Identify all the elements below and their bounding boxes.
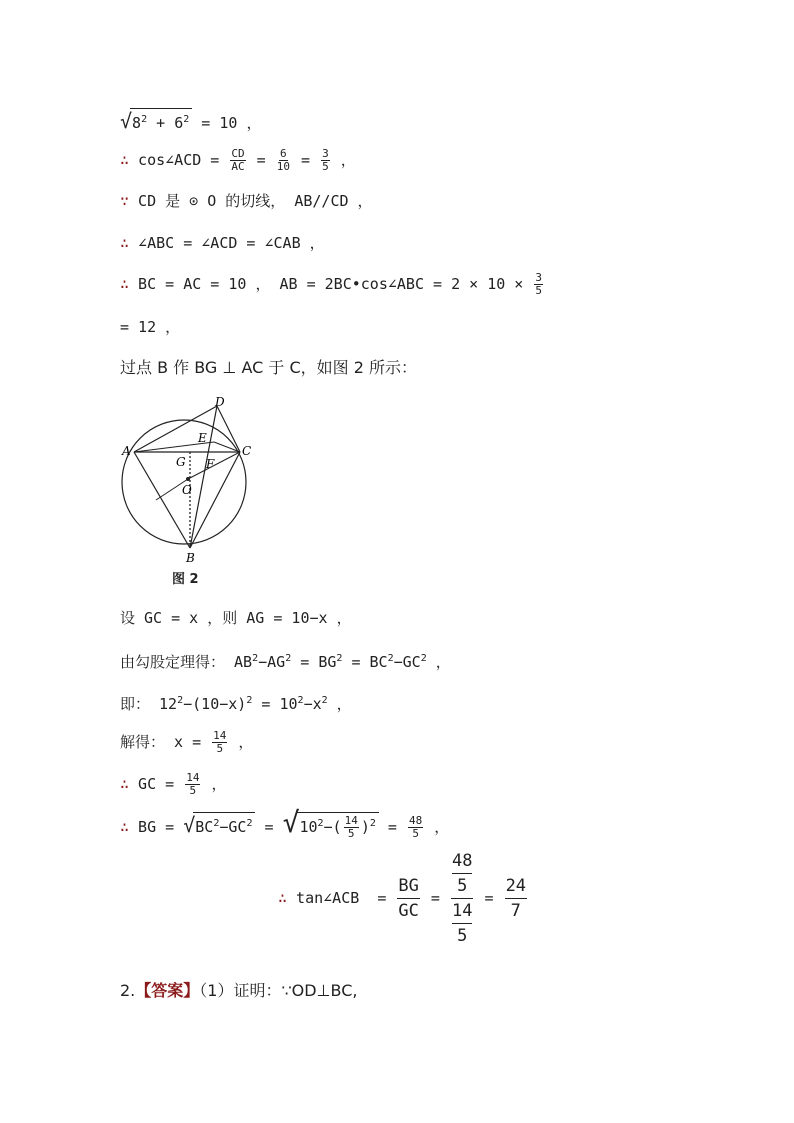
line-15 <box>120 980 357 1002</box>
denominator: 5 <box>457 875 468 896</box>
text: −AG <box>258 653 286 671</box>
radical-sign: √ <box>183 813 196 837</box>
segment-dc <box>217 406 240 452</box>
fraction <box>185 772 200 797</box>
numerator: BG <box>397 874 419 899</box>
therefore-symbol: ∴ <box>120 775 130 793</box>
label-d: D <box>215 395 225 409</box>
radicand-a: 8 <box>132 114 142 132</box>
label-b: B <box>186 551 195 564</box>
therefore-symbol: ∴ <box>120 234 130 252</box>
numerator: 48 <box>409 814 423 827</box>
numerator: CD <box>231 147 245 160</box>
equals: = <box>378 818 406 836</box>
figure-caption: 图 2 <box>172 572 199 587</box>
numerator <box>451 849 473 899</box>
denominator: 5 <box>189 784 197 797</box>
exponent: 2 <box>369 818 376 829</box>
line-11 <box>120 730 253 755</box>
exponent: 2 <box>387 653 394 664</box>
exponent: 2 <box>285 653 292 664</box>
segment-cb <box>190 452 240 548</box>
geometry-figure <box>120 392 260 564</box>
line-13 <box>120 806 450 840</box>
therefore-symbol: ∴ <box>120 818 130 836</box>
text: （1）证明：∵OD⊥BC, <box>199 981 358 1000</box>
numerator: 3 <box>322 147 329 160</box>
punctuation: ， <box>202 775 227 793</box>
question-number: 2. <box>120 981 136 1000</box>
denominator <box>452 899 472 948</box>
radicand-b: + 6 <box>147 114 184 132</box>
equals: = <box>255 818 283 836</box>
denominator: 5 <box>322 160 329 173</box>
therefore-symbol: ∴ <box>120 275 130 293</box>
punctuation: ， <box>425 818 450 836</box>
radical-sign: √ <box>282 806 300 839</box>
fraction <box>230 148 245 173</box>
denominator: GC <box>398 900 419 921</box>
line-7 <box>120 357 417 379</box>
denominator: 5 <box>457 925 468 946</box>
text: GC = <box>129 775 184 793</box>
punctuation: ， <box>426 653 451 671</box>
line-4 <box>120 232 325 254</box>
exponent: 2 <box>336 653 343 664</box>
exponent: 2 <box>317 818 324 829</box>
text: 由勾股定理得： AB <box>120 653 253 671</box>
line-10 <box>120 690 352 715</box>
exponent: 2 <box>183 114 190 125</box>
exponent: 2 <box>420 653 427 664</box>
numerator: 14 <box>213 729 227 742</box>
text: = BC <box>342 653 388 671</box>
radicand <box>297 812 378 840</box>
answer-label: 【答案】 <box>135 981 200 1000</box>
text: −(10−x) <box>183 695 247 713</box>
result: = 10 ， <box>192 114 262 132</box>
text: −x <box>303 695 322 713</box>
exponent: 2 <box>246 695 253 706</box>
text: tan∠ACB = <box>287 889 396 907</box>
text: 解得： x = <box>120 733 211 751</box>
text: CD 是 ⊙ O 的切线， AB//CD ， <box>129 192 373 210</box>
text: = 10 <box>252 695 298 713</box>
label-f: F <box>206 457 215 471</box>
exponent: 2 <box>141 114 148 125</box>
compound-fraction <box>451 849 473 948</box>
label-a: A <box>122 444 131 458</box>
denominator: 10 <box>276 160 290 173</box>
numerator: 6 <box>280 147 287 160</box>
numerator: 48 <box>452 849 472 874</box>
therefore-symbol: ∴ <box>120 151 130 169</box>
denominator: 7 <box>510 900 521 921</box>
therefore-symbol: ∴ <box>278 889 288 907</box>
numerator: 3 <box>535 271 542 284</box>
fraction <box>534 272 543 297</box>
fraction <box>505 874 527 923</box>
numerator: 14 <box>452 899 472 924</box>
text: BC = AC = 10 ， AB = 2BC•cos∠ABC = 2 × 10 × <box>129 275 533 293</box>
fraction <box>344 815 359 840</box>
denominator: 5 <box>535 284 542 297</box>
denominator: 5 <box>347 827 355 840</box>
punctuation: ， <box>327 695 352 713</box>
line-1 <box>120 108 261 134</box>
segment-db <box>190 406 217 548</box>
denominator: 5 <box>412 827 419 840</box>
text: 10 <box>299 818 318 836</box>
label-o: O <box>182 483 192 497</box>
exponent: 2 <box>213 818 220 829</box>
fraction <box>408 815 423 840</box>
text: ∠ABC = ∠ACD = ∠CAB ， <box>129 234 325 252</box>
punctuation: ， <box>229 733 254 751</box>
text: 设 GC = x ，则 AG = 10−x ， <box>120 609 352 627</box>
exponent: 2 <box>321 695 328 706</box>
line-8 <box>120 607 352 629</box>
line-5 <box>120 272 545 297</box>
line-2 <box>120 148 356 173</box>
label-c: C <box>242 444 252 458</box>
line-12 <box>120 772 227 797</box>
equals: = <box>247 151 275 169</box>
label-g: G <box>176 455 186 469</box>
text: = BG <box>291 653 337 671</box>
text: 即： 12 <box>120 695 178 713</box>
line-9 <box>120 648 451 673</box>
exponent: 2 <box>246 818 253 829</box>
text: BC <box>195 818 214 836</box>
numerator: 24 <box>505 874 527 899</box>
text: BG = <box>129 818 184 836</box>
label-e: E <box>198 431 207 445</box>
exponent: 2 <box>297 695 304 706</box>
fraction <box>277 148 290 173</box>
exponent: 2 <box>177 695 184 706</box>
line-14 <box>278 846 529 950</box>
denominator: AC <box>231 160 245 173</box>
text: cos∠ACD = <box>129 151 229 169</box>
fraction <box>397 874 419 923</box>
segment-ad <box>134 406 217 452</box>
numerator: 14 <box>186 771 200 784</box>
fraction <box>212 730 227 755</box>
because-symbol: ∵ <box>120 192 130 210</box>
text: −GC <box>393 653 421 671</box>
line-3 <box>120 190 373 212</box>
text: 过点 B 作 BG ⊥ AC 于 C，如图 2 所示： <box>120 358 417 377</box>
punctuation: ， <box>331 151 356 169</box>
exponent: 2 <box>252 653 259 664</box>
point-o <box>186 477 190 481</box>
equals: = <box>291 151 320 169</box>
text: −( <box>323 818 342 836</box>
radicand <box>130 108 192 134</box>
denominator: 5 <box>216 742 224 755</box>
equals: = <box>475 889 503 907</box>
text: −GC <box>219 818 247 836</box>
text: = 12 ， <box>120 318 181 336</box>
numerator: 14 <box>344 814 358 827</box>
line-6 <box>120 316 180 338</box>
radical-sign: √ <box>120 109 133 133</box>
radicand <box>193 812 255 838</box>
equals: = <box>421 889 449 907</box>
fraction <box>321 148 330 173</box>
text: ) <box>360 818 370 836</box>
